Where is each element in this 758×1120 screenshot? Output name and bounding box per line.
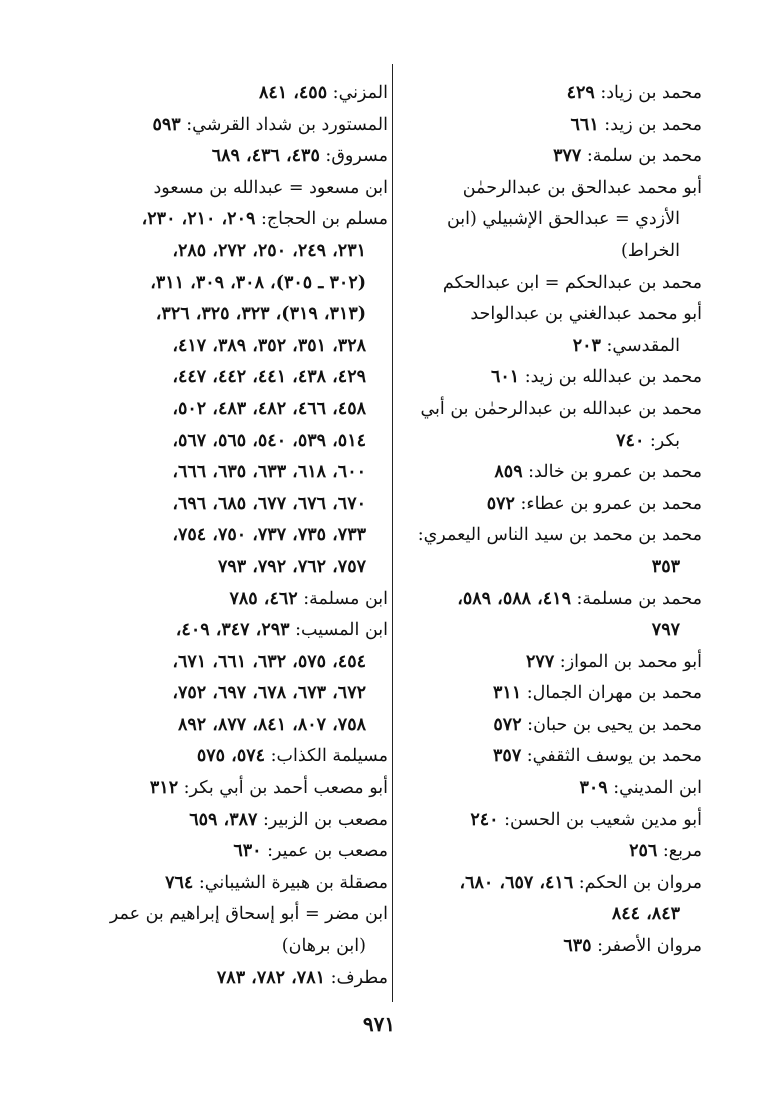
- entry-page-refs: ٧٣٣، ٧٣٥، ٧٣٧، ٧٥٠، ٧٥٤،: [172, 525, 366, 546]
- entry-page-refs: ٣٧٧: [553, 146, 582, 167]
- entry-name: أبو مصعب أحمد بن أبي بكر:: [178, 778, 388, 799]
- entry-name: محمد بن يحيى بن حبان:: [521, 714, 702, 735]
- entry-page-refs: ٦٠١: [490, 367, 520, 388]
- entry-name: ابن مسعود = عبدالله بن مسعود: [153, 177, 388, 198]
- index-entry: [66, 299, 388, 331]
- index-entry: [66, 584, 388, 616]
- index-entry: [396, 457, 702, 489]
- index-entry: [396, 773, 702, 805]
- entry-page-refs: ٢٥٦: [629, 841, 658, 862]
- entry-page-refs: ٣١١: [493, 683, 522, 704]
- entry-page-refs: ٥٧٢: [486, 493, 515, 514]
- index-entry: [396, 520, 702, 552]
- entry-name: مروان بن الحكم:: [573, 872, 702, 893]
- index-entry: [396, 584, 702, 616]
- entry-page-refs: ٧٦٤: [165, 872, 194, 893]
- entry-page-refs: ٣٥٣: [651, 556, 680, 577]
- entry-page-refs: ٢٧٧: [526, 651, 555, 672]
- entry-page-refs: ٢٠٣: [572, 335, 601, 356]
- entry-page-refs: ٤٥٨، ٤٦٦، ٤٨٢، ٤٨٣، ٥٠٢،: [172, 398, 366, 419]
- column-divider: [392, 64, 393, 1002]
- index-entry: [66, 394, 388, 426]
- entry-name: الأزدي = عبدالحق الإشبيلي (ابن: [446, 209, 680, 230]
- entry-name: محمد بن عمرو بن عطاء:: [514, 493, 702, 514]
- entry-page-refs: ٣٥٧: [493, 746, 522, 767]
- entry-name: محمد بن زيد:: [598, 114, 702, 135]
- entry-page-refs: ٣١٢: [149, 778, 179, 799]
- entry-page-refs: ٤٢٩، ٤٣٨، ٤٤١، ٤٤٢، ٤٤٧،: [172, 367, 366, 388]
- entry-name: بكر:: [644, 430, 680, 451]
- entry-page-refs: ٣٢٨، ٣٥١، ٣٥٢، ٣٨٩، ٤١٧،: [172, 335, 366, 356]
- entry-name: ابن المديني:: [607, 778, 702, 799]
- entry-name: المقدسي:: [600, 335, 680, 356]
- entry-name: أبو مدين شعيب بن الحسن:: [498, 809, 702, 830]
- index-entry: [396, 268, 702, 300]
- index-entry: [66, 836, 388, 868]
- entry-name: محمد بن عمرو بن خالد:: [522, 462, 702, 483]
- entry-page-refs: ٢٠٩، ٢١٠، ٢٣٠،: [141, 209, 256, 230]
- entry-name: أبو محمد عبدالحق بن عبدالرحمٰن: [462, 177, 702, 198]
- entry-page-refs: ٣٨٧، ٦٥٩: [189, 809, 258, 830]
- index-entry: [396, 331, 702, 363]
- entry-name: أبو محمد بن المواز:: [554, 651, 702, 672]
- entry-page-refs: ٦٦١: [570, 114, 599, 135]
- entry-name: مربع:: [657, 841, 702, 862]
- entry-name: محمد بن زياد:: [594, 83, 702, 103]
- entry-page-refs: ٧٨١، ٧٨٢، ٧٨٣: [216, 967, 325, 988]
- entry-name: مسلم بن الحجاج:: [255, 209, 388, 230]
- index-entry: [396, 615, 702, 647]
- entry-page-refs: ٧٤٠: [616, 430, 645, 451]
- entry-name: ابن مضر = أبو إسحاق إبراهيم بن عمر: [109, 904, 388, 925]
- index-entry: [66, 110, 388, 142]
- entry-page-refs: ٧٩٧: [651, 620, 680, 641]
- index-column-right: [396, 78, 702, 963]
- entry-page-refs: ٧٥٧، ٧٦٢، ٧٩٢، ٧٩٣: [217, 556, 366, 577]
- entry-page-refs: ٢٤٠: [470, 809, 499, 830]
- index-entry: [66, 78, 388, 110]
- entry-page-refs: ٥٩٣: [152, 114, 181, 135]
- entry-name: محمد بن مسلمة:: [570, 588, 702, 609]
- index-entry: [396, 204, 702, 236]
- index-entry: [396, 299, 702, 331]
- index-entry: [66, 457, 388, 489]
- entry-name: الخراط): [620, 240, 680, 261]
- entry-page-refs: ٣٠٩: [579, 778, 608, 799]
- index-entry: [66, 236, 388, 268]
- entry-name: المزني:: [327, 83, 388, 103]
- index-entry: [396, 710, 702, 742]
- index-entry: [66, 268, 388, 300]
- entry-page-refs: ٤١٦، ٦٥٧، ٦٨٠،: [459, 872, 574, 893]
- index-entry: [66, 204, 388, 236]
- entry-page-refs: ٦٣٥: [563, 936, 592, 957]
- index-entry: [66, 931, 388, 963]
- entry-page-refs: ٤٢٩: [566, 83, 595, 103]
- entry-name: محمد بن عبدالله بن عبدالرحمٰن بن أبي: [420, 398, 702, 419]
- entry-name: محمد بن مهران الجمال:: [521, 683, 702, 704]
- entry-page-refs: ٦٧٠، ٦٧٦، ٦٧٧، ٦٨٥، ٦٩٦،: [172, 493, 366, 514]
- index-entry: [66, 741, 388, 773]
- entry-page-refs: ٦٧٢، ٦٧٣، ٦٧٨، ٦٩٧، ٧٥٢،: [172, 683, 366, 704]
- index-entry: [66, 710, 388, 742]
- index-entry: [396, 552, 702, 584]
- index-entry: [396, 489, 702, 521]
- entry-name: ابن المسيب:: [289, 620, 388, 641]
- entry-page-refs: ٤١٩، ٥٨٨، ٥٨٩،: [457, 588, 571, 609]
- index-column-left: [66, 78, 388, 994]
- index-entry: [66, 426, 388, 458]
- entry-name: محمد بن عبدالله بن زيد:: [519, 367, 702, 388]
- index-entry: [66, 773, 388, 805]
- index-entry: [396, 899, 702, 931]
- index-entry: [66, 141, 388, 173]
- entry-page-refs: ٤٥٥، ٨٤١: [258, 83, 328, 103]
- index-entry: [396, 805, 702, 837]
- index-entry: [66, 331, 388, 363]
- entry-name: مصعب بن الزبير:: [257, 809, 388, 830]
- entry-name: مصعب بن عمير:: [261, 841, 388, 862]
- index-entry: [396, 173, 702, 205]
- index-entry: [66, 362, 388, 394]
- entry-page-refs: ٥٧٢: [493, 714, 522, 735]
- entry-page-refs: ٤٣٥، ٤٣٦، ٦٨٩: [211, 146, 320, 167]
- entry-page-refs: ٨٤٣، ٨٤٤: [611, 904, 680, 925]
- entry-page-refs: (٣٠٢ ـ ٣٠٥)، ٣٠٨، ٣٠٩، ٣١١،: [150, 272, 366, 293]
- index-entry: [66, 552, 388, 584]
- index-entry: [66, 489, 388, 521]
- entry-page-refs: ٦٣٠: [233, 841, 262, 862]
- entry-name: مسيلمة الكذاب:: [265, 746, 388, 767]
- index-entry: [66, 868, 388, 900]
- entry-name: مصقلة بن هبيرة الشيباني:: [193, 872, 388, 893]
- entry-name: (ابن برهان): [281, 936, 366, 957]
- index-entry: [396, 141, 702, 173]
- entry-name: محمد بن عبدالحكم = ابن عبدالحكم: [442, 272, 702, 293]
- entry-page-refs: ٥٧٤، ٥٧٥: [196, 746, 266, 767]
- entry-name: أبو محمد عبدالغني بن عبدالواحد: [470, 304, 702, 325]
- index-entry: [396, 678, 702, 710]
- entry-page-refs: ٥١٤، ٥٣٩، ٥٤٠، ٥٦٥، ٥٦٧،: [172, 430, 366, 451]
- entry-name: ابن مسلمة:: [297, 588, 388, 609]
- index-entry: [396, 362, 702, 394]
- index-entry: [396, 741, 702, 773]
- entry-name: مسروق:: [319, 146, 388, 167]
- index-entry: [66, 520, 388, 552]
- entry-page-refs: ٤٦٢، ٧٨٥: [229, 588, 298, 609]
- index-entry: [396, 868, 702, 900]
- entry-name: مطرف:: [325, 967, 388, 988]
- entry-page-refs: ٨٥٩: [494, 462, 523, 483]
- index-entry: [66, 615, 388, 647]
- entry-name: محمد بن يوسف الثقفي:: [521, 746, 702, 767]
- entry-page-refs: ٢٩٣، ٣٤٧، ٤٠٩،: [175, 620, 290, 641]
- index-entry: [396, 394, 702, 426]
- index-entry: [396, 931, 702, 963]
- index-entry: [396, 78, 702, 110]
- entry-name: محمد بن محمد بن سيد الناس اليعمري:: [417, 525, 702, 546]
- page-number: ٩٧١: [362, 1012, 396, 1036]
- index-entry: [396, 110, 702, 142]
- entry-page-refs: (٣١٣، ٣١٩)، ٣٢٣، ٣٢٥، ٣٢٦،: [155, 304, 366, 325]
- index-entry: [396, 647, 702, 679]
- index-entry: [66, 678, 388, 710]
- index-entry: [396, 236, 702, 268]
- entry-page-refs: ٧٥٨، ٨٠٧، ٨٤١، ٨٧٧، ٨٩٢: [177, 714, 366, 735]
- index-entry: [66, 805, 388, 837]
- entry-name: مروان الأصفر:: [591, 936, 702, 957]
- index-entry: [396, 836, 702, 868]
- entry-name: محمد بن سلمة:: [581, 146, 702, 167]
- index-entry: [66, 647, 388, 679]
- entry-name: المستورد بن شداد القرشي:: [180, 114, 388, 135]
- entry-page-refs: ٦٠٠، ٦١٨، ٦٣٣، ٦٣٥، ٦٦٦،: [172, 462, 366, 483]
- entry-page-refs: ٢٣١، ٢٤٩، ٢٥٠، ٢٧٢، ٢٨٥،: [172, 240, 366, 261]
- entry-page-refs: ٤٥٤، ٥٧٥، ٦٣٢، ٦٦١، ٦٧١،: [172, 651, 366, 672]
- index-entry: [396, 426, 702, 458]
- index-entry: [66, 899, 388, 931]
- index-entry: [66, 173, 388, 205]
- index-entry: [66, 963, 388, 995]
